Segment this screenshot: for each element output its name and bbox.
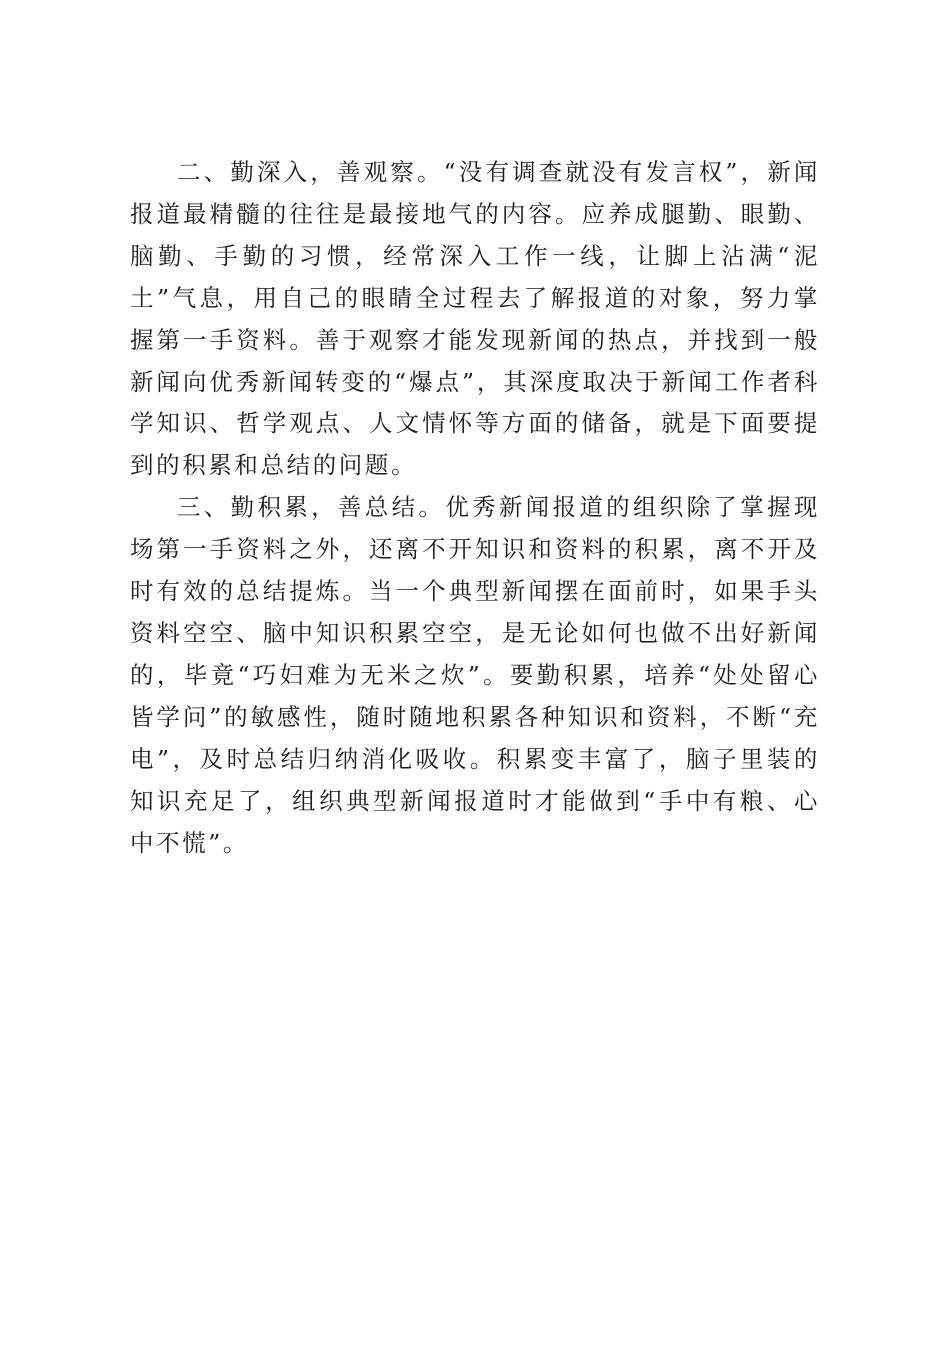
paragraph-accumulate: 三、勤积累，善总结。优秀新闻报道的组织除了掌握现场第一手资料之外，还离不开知识和资料的积累，离不开及时有效的总结提炼。当一个典型新闻摆在面前时，如果手头资料空空、脑中知识积累空空，是无论如何也做不出好新闻的，毕竟“巧妇难为无米之炊”。要勤积累，培养“处处留心皆学问”的敏感性，随时随地积累各种知识和资料，不断“充电”，及时总结归纳消化吸收。积累变丰富了，脑子里装的知识充足了，组织典型新闻报道时才能做到“手中有粮、心中不慌”。 bbox=[130, 493, 820, 857]
paragraph-observe: 二、勤深入，善观察。“没有调查就没有发言权”，新闻报道最精髓的往往是最接地气的内容。应养成腿勤、眼勤、脑勤、手勤的习惯，经常深入工作一线，让脚上沾满“泥土”气息，用自己的眼睛全过程去了解报道的对象，努力掌握第一手资料。善于观察才能发现新闻的热点，并找到一般新闻向优秀新闻转变的“爆点”，其深度取决于新闻工作者科学知识、哲学观点、人文情怀等方面的储备，就是下面要提到的积累和总结的问题。 bbox=[130, 158, 820, 480]
document-body bbox=[130, 152, 820, 864]
